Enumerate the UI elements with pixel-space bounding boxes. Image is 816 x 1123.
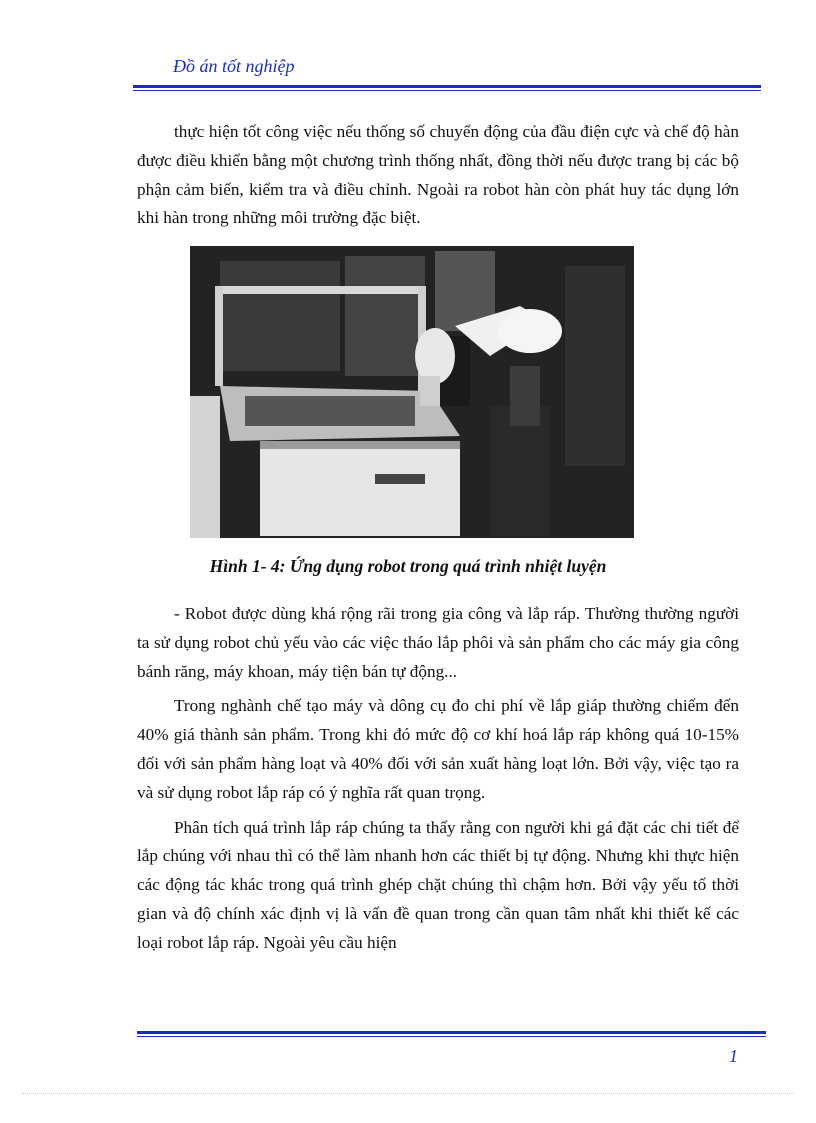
paragraph: Phân tích quá trình lắp ráp chúng ta thấy rằng con người khi gá đặt các chi tiết để lắp chúng với nhau thì có thể làm nhanh hơn các thiết bị tự động. Nhưng khi thực hiện các động tác khác trong quá trình ghép chặt chúng thì chậm hơn. Bởi vậy yếu tố thời gian và độ chính xác định vị là vấn đề quan trong cần quan tâm nhất khi thiết kế các loại robot lắp ráp. Ngoài yêu cầu hiện [137, 817, 739, 952]
paragraph: Trong nghành chế tạo máy và dông cụ đo chi phí về lắp giáp thường chiếm đến 40% giá thành sản phẩm. Trong khi đó mức độ cơ khí hoá lắp ráp không quá 10-15% đối với sản phẩm hàng loạt và 40% đối với sản xuất hàng loạt lớn. Bởi vậy, việc tạo ra và sử dụng robot lắp ráp có ý nghĩa rất quan trọng. [137, 696, 739, 802]
paragraph: thực hiện tốt công việc nếu thống số chuyển động của đầu điện cực và chế độ hàn được điều khiển bằng một chương trình thống nhất, đồng thời nếu được trang bị các bộ phận cảm biến, kiểm tra và điều chỉnh. Ngoài ra robot hàn còn phát huy tác dụng lớn khi hàn trong những môi trường đặc biệt. [137, 122, 739, 228]
page-header-title: Đồ án tốt nghiệp [173, 56, 295, 76]
figure-photo [190, 246, 634, 538]
page-number: 1 [729, 1046, 738, 1066]
body-text-top [137, 118, 739, 233]
page-edge-divider [22, 1093, 794, 1094]
robot-machine-illustration [190, 246, 634, 538]
footer-rule [137, 1031, 766, 1037]
paragraph: - Robot được dùng khá rộng rãi trong gia công và lắp ráp. Thường thường người ta sử dụng robot chủ yếu vào các việc tháo lắp phôi và sản phẩm cho các máy gia công bánh răng, máy khoan, máy tiện bán tự động... [137, 604, 739, 681]
header-rule [133, 85, 761, 91]
body-text-bottom [137, 600, 739, 964]
figure-caption: Hình 1- 4: Ứng dụng robot trong quá trình nhiệt luyện [209, 556, 607, 576]
